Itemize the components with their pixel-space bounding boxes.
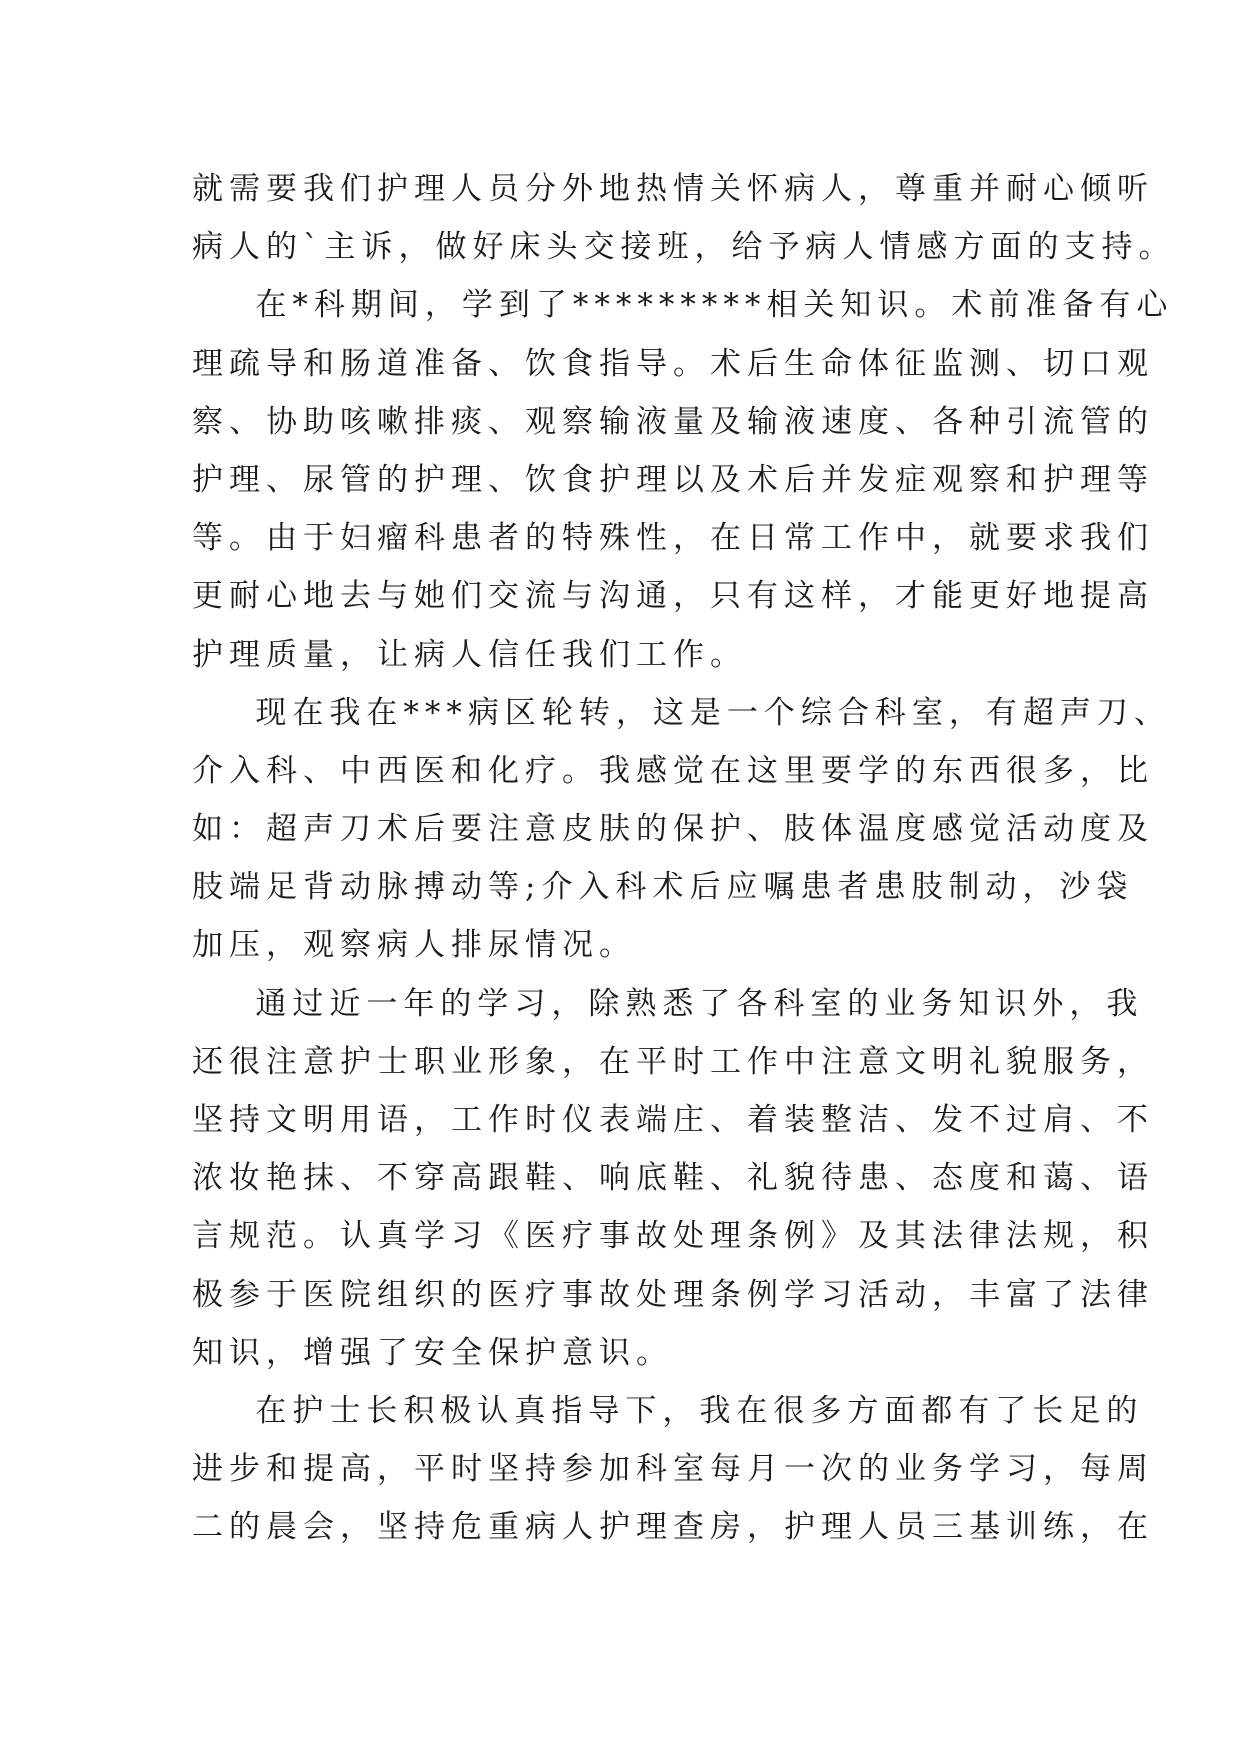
text-line: 理疏导和肠道准备、饮食指导。术后生命体征监测、切口观 xyxy=(192,345,1154,382)
text-line: 现在我在***病区轮转，这是一个综合科室，有超声刀、 xyxy=(192,694,1171,731)
text-line: 言规范。认真学习《医疗事故处理条例》及其法律法规，积 xyxy=(192,1218,1154,1255)
text-line: 察、协助咳嗽排痰、观察输液量及输液速度、各种引流管的 xyxy=(192,403,1154,440)
text-line: 介入科、中西医和化疗。我感觉在这里要学的东西很多，比 xyxy=(192,752,1154,789)
text-line: 坚持文明用语，工作时仪表端庄、着装整洁、发不过肩、不 xyxy=(192,1102,1154,1138)
text-line: 知识，增强了安全保护意识。 xyxy=(192,1334,673,1371)
text-line: 在护士长积极认真指导下，我在很多方面都有了长足的 xyxy=(192,1392,1144,1429)
text-line: 通过近一年的学习，除熟悉了各科室的业务知识外，我 xyxy=(192,985,1144,1022)
text-line: 就需要我们护理人员分外地热情关怀病人，尊重并耐心倾听 xyxy=(192,171,1154,207)
text-line: 更耐心地去与她们交流与沟通，只有这样，才能更好地提高 xyxy=(192,578,1154,615)
text-line: 病人的`主诉，做好床头交接班，给予病人情感方面的支持。 xyxy=(192,229,1176,266)
document-body xyxy=(192,160,1176,1557)
text-line: 二的晨会，坚持危重病人护理查房，护理人员三基训练，在 xyxy=(192,1509,1154,1546)
text-line: 还很注意护士职业形象，在平时工作中注意文明礼貌服务， xyxy=(192,1043,1154,1080)
text-line: 在*科期间，学到了*********相关知识。术前准备有心 xyxy=(192,287,1174,324)
text-line: 等。由于妇瘤科患者的特殊性，在日常工作中，就要求我们 xyxy=(192,520,1154,557)
text-line: 如：超声刀术后要注意皮肤的保护、肢体温度感觉活动度及 xyxy=(192,811,1154,848)
text-line: 护理、尿管的护理、饮食护理以及术后并发症观察和护理等 xyxy=(192,461,1154,498)
text-line: 护理质量，让病人信任我们工作。 xyxy=(192,636,747,673)
text-line: 加压，观察病人排尿情况。 xyxy=(192,927,636,964)
text-line: 浓妆艳抹、不穿高跟鞋、响底鞋、礼貌待患、态度和蔼、语 xyxy=(192,1160,1154,1197)
text-line: 进步和提高，平时坚持参加科室每月一次的业务学习，每周 xyxy=(192,1451,1154,1488)
text-line: 极参于医院组织的医疗事故处理条例学习活动，丰富了法律 xyxy=(192,1276,1154,1313)
text-line: 肢端足背动脉搏动等;介入科术后应嘱患者患肢制动，沙袋 xyxy=(192,869,1134,906)
